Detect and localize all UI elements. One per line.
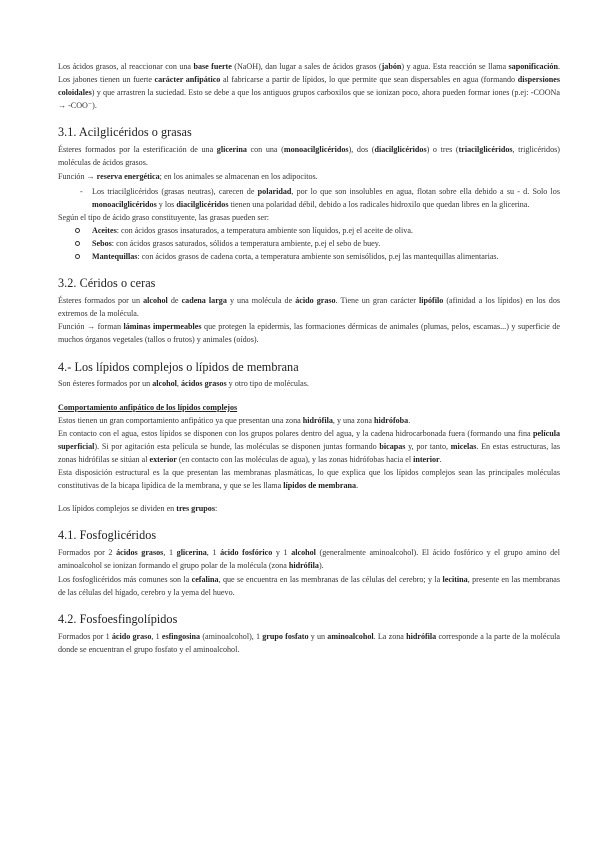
text: : con ácidos grasos insaturados, a temperatura ambiente son líquidos, p.ej el aceite de oliva.	[116, 225, 413, 235]
section-heading-4: 4.- Los lípidos complejos o lípidos de membrana	[58, 359, 299, 374]
text: Función → forman	[58, 322, 124, 332]
spacer	[58, 492, 560, 502]
bold-term: micelas	[450, 441, 477, 451]
bold-term: alcohol	[152, 379, 177, 389]
bold-term: monoacilglicéridos	[92, 199, 157, 209]
section-heading-3-2: 3.2. Céridos o ceras	[58, 276, 156, 291]
text: ), dos (	[348, 145, 375, 155]
bold-term: Mantequillas	[92, 252, 138, 262]
bold-term: polaridad	[257, 186, 292, 196]
text: Son ésteres formados por un	[58, 379, 153, 389]
bold-term: saponificación	[508, 62, 558, 71]
list-item	[92, 250, 560, 263]
bold-term: jabón	[381, 62, 402, 71]
text: ; en los animales se almacenan en los adipocitos.	[159, 171, 318, 181]
paragraph	[58, 320, 560, 346]
bold-term: película superficial	[58, 428, 560, 451]
bold-term: ácido graso	[295, 296, 336, 306]
text: , y una zona	[332, 415, 375, 425]
bold-term: carácter anfipático	[154, 75, 221, 85]
bold-term: alcohol	[143, 296, 168, 306]
text: , 1	[151, 631, 162, 641]
text: .	[356, 481, 359, 491]
paragraph	[58, 143, 560, 169]
paragraph	[58, 170, 560, 183]
bold-term: hidrófoba	[374, 415, 409, 425]
bold-term: ácidos grasos	[116, 548, 164, 558]
paragraph	[58, 466, 560, 492]
section-heading-3-1: 3.1. Acilglicéridos o grasas	[58, 125, 192, 140]
bold-term: reserva energética	[96, 171, 160, 181]
text: ) o tres (	[426, 145, 459, 155]
bold-term: hidrófila	[288, 561, 319, 571]
bold-term: monoacilglicéridos	[283, 145, 349, 155]
bold-term: base fuerte	[193, 62, 232, 71]
list-item	[92, 224, 560, 237]
text: .	[439, 454, 442, 464]
bold-term: Aceites	[92, 225, 117, 235]
bold-term: dispersiones coloidales	[58, 75, 560, 98]
text: . Los jabones tienen un fuerte	[58, 62, 560, 85]
text: ,	[176, 379, 181, 389]
text: con una (	[246, 145, 284, 155]
text: y otro tipo de moléculas.	[226, 379, 309, 389]
text: ).	[318, 561, 324, 571]
paragraph	[58, 573, 560, 599]
text: En contacto con el agua, estos lípidos se disponen con los grupos polares dentro del agua, y la cadena hidrocarbonada fuera (formando una fina	[58, 428, 534, 438]
bold-term: Sebos	[92, 239, 112, 249]
bold-term: grupo fosfato	[262, 631, 309, 641]
bold-term: exterior	[149, 454, 177, 464]
text: . Tiene un gran carácter	[335, 296, 419, 306]
bold-term: glicerina	[216, 145, 247, 155]
paragraph	[58, 427, 560, 466]
dash-list	[58, 185, 560, 211]
paragraph	[58, 294, 560, 320]
bold-term: esfingosina	[161, 631, 201, 641]
text: Formados por 2	[58, 548, 117, 558]
bold-term: diacilglicéridos	[374, 145, 427, 155]
text: al fabricarse a partir de lípidos, lo que permite que sean dispersables en agua (formando	[220, 75, 518, 85]
text: y, por tanto,	[405, 441, 451, 451]
list-item	[92, 185, 560, 211]
paragraph	[58, 630, 560, 656]
text: que protegen la epidermis, las formaciones dérmicas de animales (plumas, pelos, escamas...) y superficie de muchos órganos vegetales (tallos o frutos) y animales (oídos).	[58, 322, 560, 345]
text: y los	[156, 199, 177, 209]
bold-term: ácido graso	[111, 631, 152, 641]
text: Estos tienen un gran comportamiento anfipático ya que presentan una zona	[58, 415, 303, 425]
bold-term: tres grupos	[176, 504, 215, 514]
section-heading-4-1: 4.1. Fosfoglicéridos	[58, 528, 157, 543]
text: Esta disposición estructural es la que presentan las membranas plasmáticas, lo que explica que los lípidos complejos sean las principales moléculas constitutivas de la bicapa lipídica de la membrana, y que se les llama	[58, 468, 560, 491]
text: Los triacilglicéridos (grasas neutras), carecen de	[92, 186, 258, 196]
intro-paragraph	[58, 60, 560, 112]
text: , triglicéridos) moléculas de ácidos grasos.	[58, 145, 560, 168]
text: : con ácidos grasos saturados, sólidos a temperatura ambiente, p.ej el sebo de buey.	[111, 239, 381, 249]
text: Ésteres formados por un	[58, 296, 144, 306]
text: , 1	[163, 548, 177, 558]
bold-term: interior	[413, 454, 440, 464]
bold-term: glicerina	[176, 548, 207, 558]
text: corresponde a la parte de la molécula donde se encuentran el grupo fosfato y el aminoalcohol.	[58, 631, 560, 654]
text: ) y agua. Esta reacción se llama	[401, 62, 509, 71]
text: , por lo que son insolubles en agua, flotan sobre ella debido a su - d. Solo los	[291, 186, 560, 196]
text: Los fosfoglicéridos más comunes son la	[58, 574, 192, 584]
text: , 1	[206, 548, 221, 558]
paragraph: Según el tipo de ácido graso constituyente, las grasas pueden ser:	[58, 212, 270, 222]
section-heading-4-2: 4.2. Fosfoesfingolípidos	[58, 611, 178, 626]
text: . La zona	[373, 631, 407, 641]
bold-term: hidrófila	[302, 415, 333, 425]
text: de	[167, 296, 182, 306]
text: , presente en las membranas de las células del hígado, cerebro y la yema del huevo.	[58, 574, 560, 597]
text: y un	[308, 631, 328, 641]
text: ). Si por agitación esta película se hunde, las moléculas se disponen juntas formando	[94, 441, 380, 451]
list-item	[92, 237, 560, 250]
text: Ésteres formados por la esterificación de una	[58, 145, 217, 155]
text: Los lípidos complejos se dividen en	[58, 504, 177, 514]
paragraph	[58, 414, 560, 427]
text: tienen una polaridad débil, debido a los radicales hidroxilo que quedan libres en la glicerina.	[228, 199, 530, 209]
bold-term: cadena larga	[181, 296, 227, 306]
text: , que se encuentra en las membranas de las células del cerebro; y la	[218, 574, 443, 584]
bold-term: cefalina	[191, 574, 219, 584]
text: . En estas estructuras, las zonas hidrófilas se sitúan al	[58, 441, 560, 464]
text: y una molécula de	[226, 296, 296, 306]
text: :	[215, 504, 218, 514]
paragraph	[58, 502, 560, 515]
bold-term: alcohol	[291, 548, 316, 558]
text: : con ácidos grasos de cadena corta, a temperatura ambiente son semisólidos, p.ej las mantequillas alimentarias.	[137, 252, 499, 262]
text: (en contacto con las moléculas de agua), y las zonas hidrófobas hacia el	[176, 454, 414, 464]
text: (afinidad a los lípidos) en los dos extremos de la molécula.	[58, 296, 561, 319]
bold-term: ácidos grasos	[180, 379, 227, 389]
bold-term: diacilglicéridos	[176, 199, 229, 209]
bold-term: bicapas	[379, 441, 406, 451]
bold-term: lecitina	[442, 574, 468, 584]
fat-types-list	[58, 224, 560, 263]
text: Formados por 1	[58, 631, 112, 641]
bold-term: lípidos de membrana	[283, 481, 357, 491]
text: Los ácidos grasos, al reaccionar con una	[58, 62, 194, 71]
bold-term: triacilglicéridos	[458, 145, 513, 155]
text: .	[408, 415, 411, 425]
text: (generalmente aminoalcohol). El ácido fosfórico y el grupo amino del aminoalcohol se ionizan formando el grupo polar de la molécula (zona	[58, 548, 561, 571]
bold-term: láminas impermeables	[123, 322, 202, 332]
bold-term: ácido fosfórico	[220, 548, 273, 558]
text: ) y que arrastren la suciedad. Esto se debe a que los antiguos grupos carboxilos que se ionizan poco, ahora pueden formar iones (p.ej: -COONa → -COO⁻).	[58, 88, 560, 111]
text: (aminoalcohol), 1	[200, 631, 263, 641]
text: y 1	[272, 548, 292, 558]
bold-term: hidrófila	[406, 631, 437, 641]
paragraph	[58, 377, 560, 390]
text: Función →	[58, 171, 97, 181]
text: (NaOH), dan lugar a sales de ácidos grasos (	[231, 62, 382, 71]
paragraph	[58, 546, 560, 572]
bold-term: aminoalcohol	[327, 631, 374, 641]
subheading: Comportamiento anfipático de los lípidos complejos	[58, 402, 238, 412]
spacer	[58, 391, 560, 401]
bold-term: lipófilo	[419, 296, 444, 306]
